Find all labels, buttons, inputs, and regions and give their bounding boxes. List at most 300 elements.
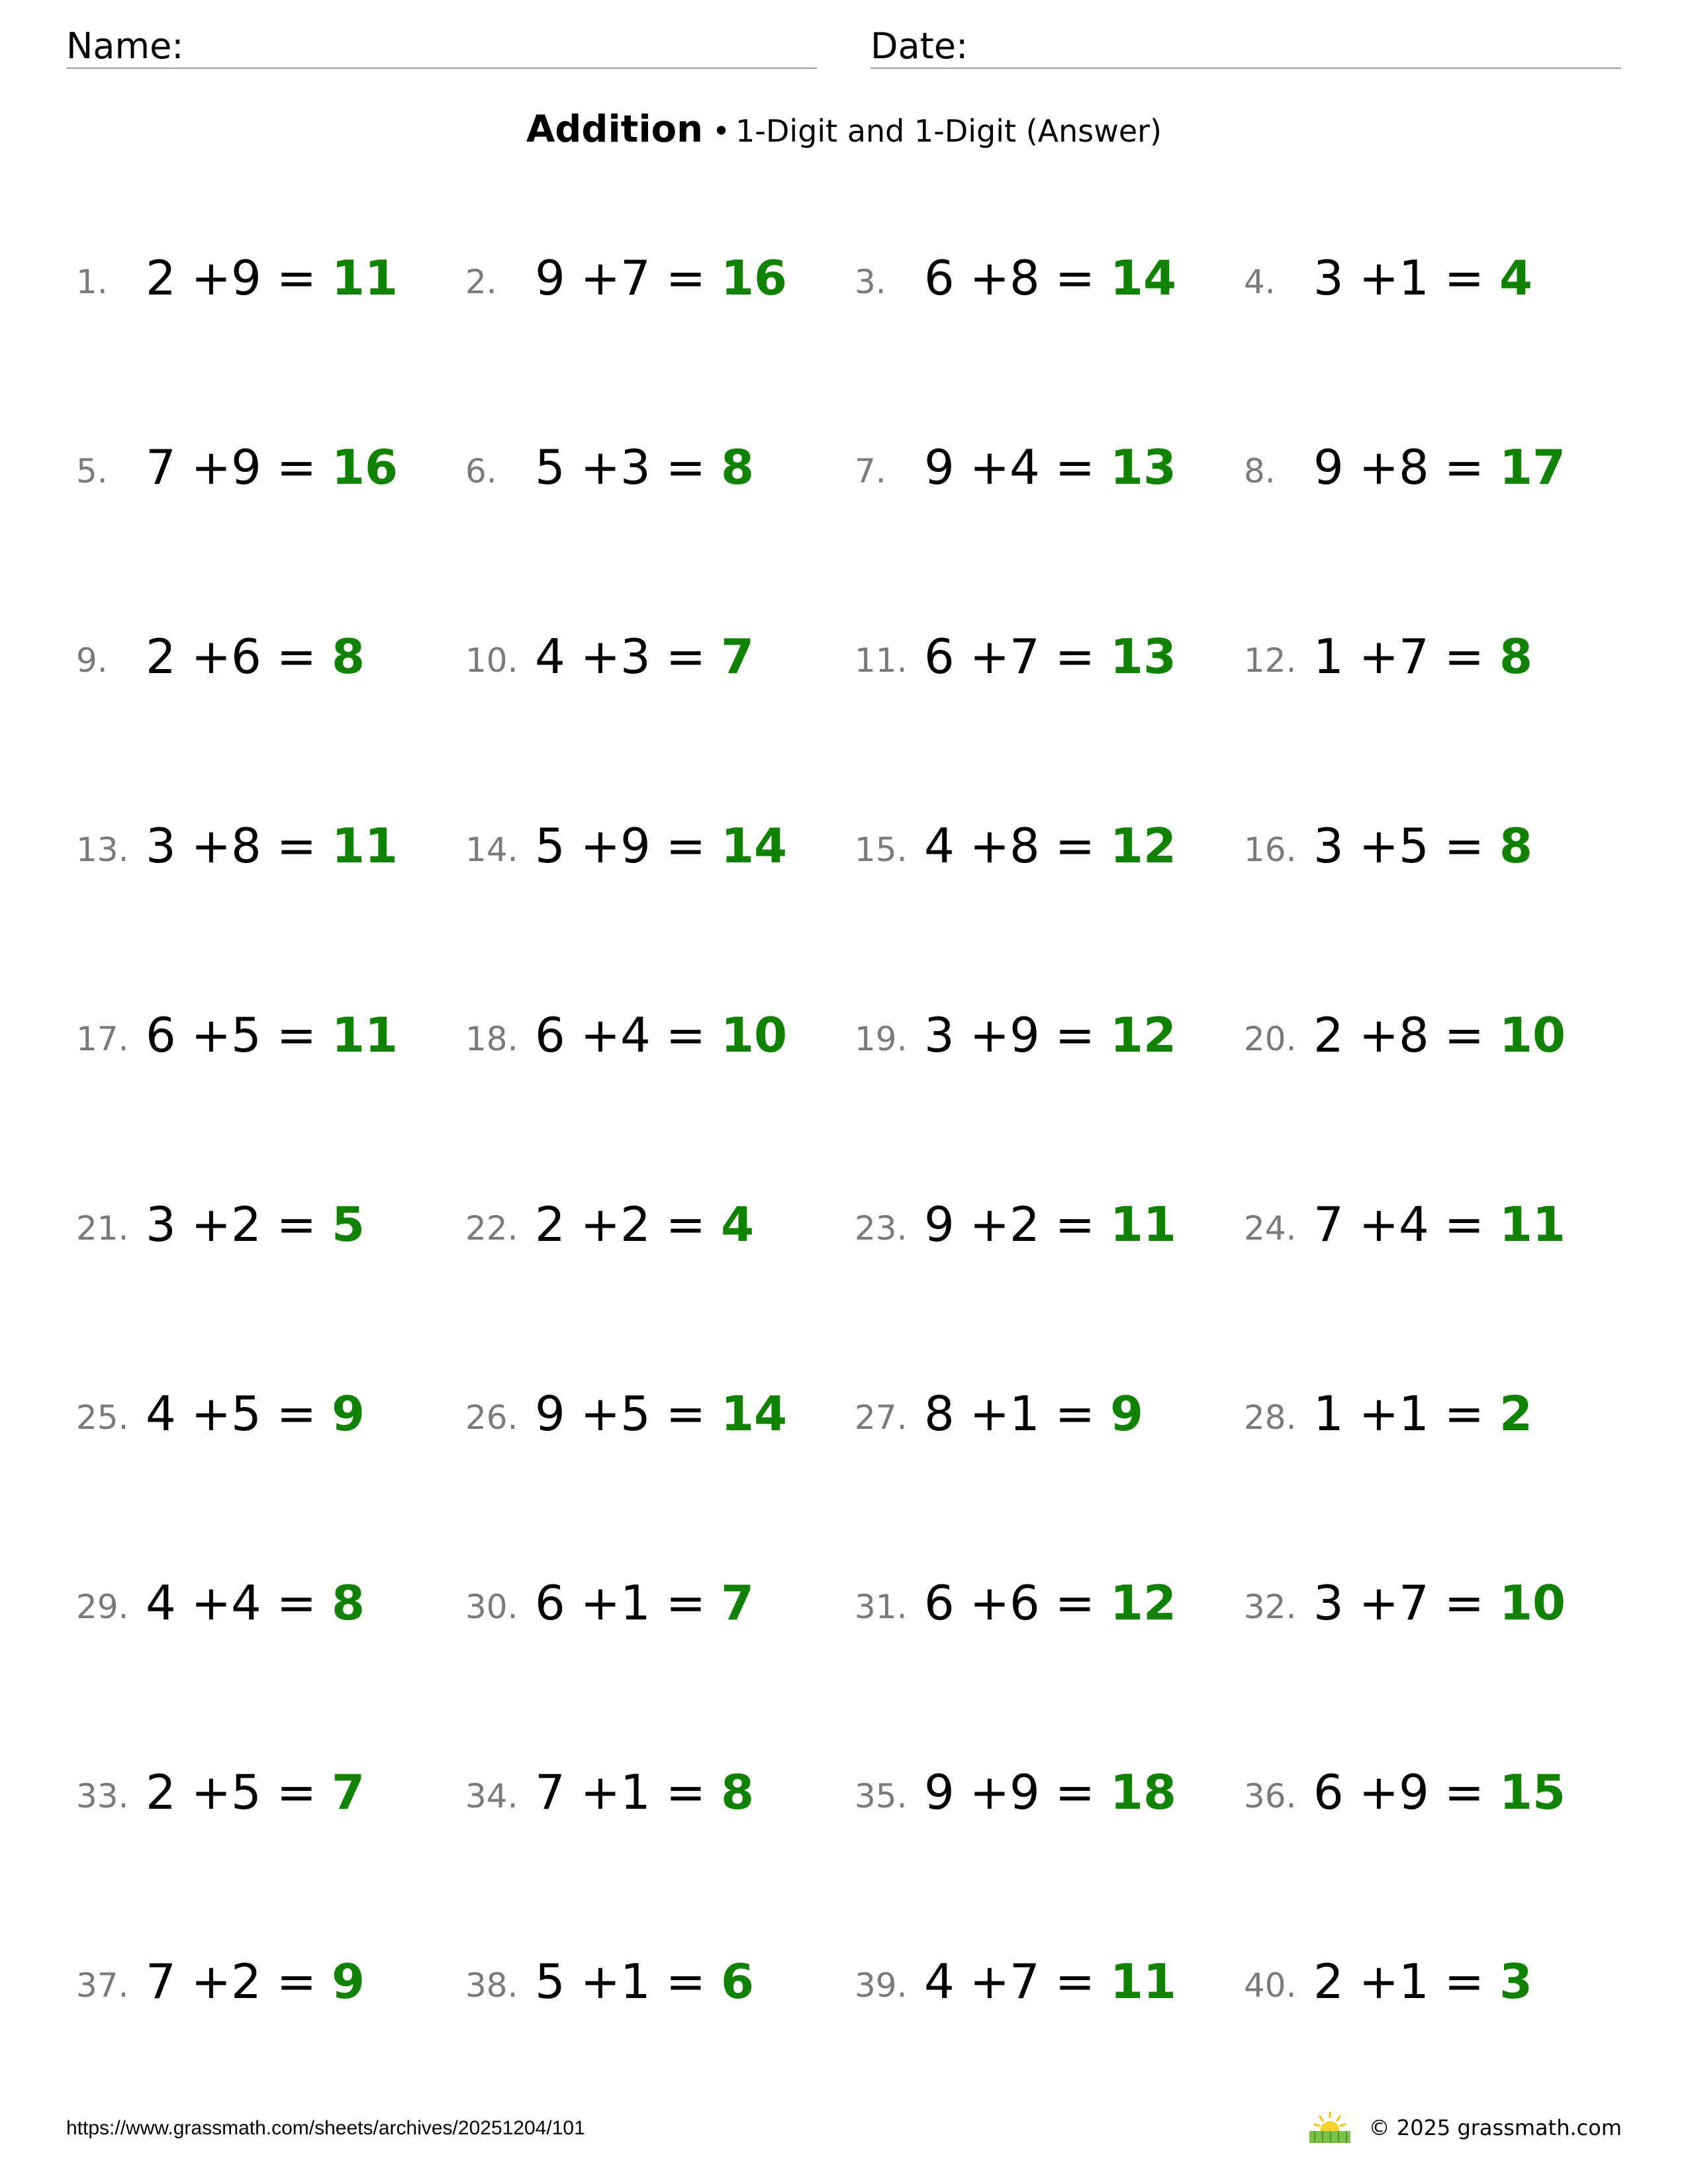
problem-number: 21. (76, 1209, 129, 1248)
problem-expression (924, 251, 1176, 304)
equals-sign: = (1444, 1954, 1485, 2009)
second-operand: 3 (620, 629, 651, 684)
equals-sign: = (276, 1575, 317, 1631)
problem-expression (146, 1955, 365, 2008)
operator: + (580, 439, 621, 495)
problem-item (66, 1002, 450, 1068)
problem-item (845, 623, 1229, 690)
operator: + (1358, 1575, 1399, 1631)
problem-number: 23. (855, 1209, 908, 1248)
problem-expression (535, 1766, 754, 1819)
problem-item (66, 1381, 450, 1447)
second-operand: 1 (620, 1954, 651, 2009)
operator: + (580, 1007, 621, 1063)
problem-expression (1313, 1766, 1566, 1819)
answer: 12 (1109, 818, 1177, 874)
first-operand: 2 (535, 1197, 565, 1252)
operator: + (580, 818, 621, 874)
problem-item (66, 1191, 450, 1257)
problem-number: 13. (76, 831, 129, 869)
operator: + (1358, 1954, 1399, 2009)
problem-expression (924, 1387, 1143, 1440)
operator: + (969, 818, 1010, 874)
second-operand: 9 (1399, 1764, 1429, 1820)
answer: 11 (331, 818, 399, 874)
problem-number: 19. (855, 1020, 908, 1058)
answer: 13 (1109, 439, 1177, 495)
answer: 18 (1109, 1764, 1177, 1820)
problem-number: 36. (1244, 1777, 1297, 1815)
first-operand: 9 (535, 1386, 565, 1441)
problem-number: 27. (855, 1398, 908, 1437)
problem-number: 2. (465, 263, 497, 301)
operator: + (580, 1575, 621, 1631)
equals-sign: = (276, 1764, 317, 1820)
answer: 7 (720, 1575, 755, 1631)
answer: 8 (720, 1764, 755, 1820)
first-operand: 4 (146, 1386, 176, 1441)
first-operand: 4 (924, 818, 955, 874)
answer: 7 (720, 629, 755, 684)
problem-item (455, 623, 839, 690)
first-operand: 4 (146, 1575, 176, 1631)
second-operand: 8 (1009, 250, 1040, 306)
problem-expression (535, 251, 787, 304)
answer: 16 (720, 250, 788, 306)
first-operand: 2 (146, 629, 176, 684)
equals-sign: = (665, 1764, 706, 1820)
footer-url[interactable]: https://www.grassmath.com/sheets/archives/20251204/101 (66, 2117, 585, 2139)
problem-item (455, 245, 839, 311)
problem-expression (1313, 441, 1566, 494)
second-operand: 3 (620, 439, 651, 495)
problem-number: 37. (76, 1966, 129, 2005)
answer: 4 (1499, 250, 1533, 306)
name-label: Name: (66, 25, 184, 67)
second-operand: 5 (231, 1386, 261, 1441)
equals-sign: = (665, 818, 706, 874)
answer: 5 (331, 1197, 365, 1252)
equals-sign: = (276, 1007, 317, 1063)
problem-expression (924, 441, 1176, 494)
operator: + (191, 629, 232, 684)
problem-number: 8. (1244, 452, 1276, 490)
problem-expression (146, 251, 398, 304)
answer: 10 (1499, 1007, 1566, 1063)
first-operand: 3 (1313, 818, 1344, 874)
first-operand: 6 (924, 250, 955, 306)
operator: + (191, 818, 232, 874)
first-operand: 2 (146, 1764, 176, 1820)
answer: 14 (720, 1386, 788, 1441)
first-operand: 6 (1313, 1764, 1344, 1820)
operator: + (580, 1386, 621, 1441)
sun-over-grass-icon (1307, 2111, 1353, 2144)
first-operand: 9 (924, 1764, 955, 1820)
equals-sign: = (665, 1007, 706, 1063)
equals-sign: = (1055, 1575, 1096, 1631)
equals-sign: = (1444, 250, 1485, 306)
operator: + (191, 1007, 232, 1063)
equals-sign: = (665, 1386, 706, 1441)
operator: + (1358, 818, 1399, 874)
problem-item (1234, 1759, 1618, 1825)
answer: 11 (1499, 1197, 1566, 1252)
answer: 8 (1499, 629, 1533, 684)
equals-sign: = (1444, 1007, 1485, 1063)
problem-number: 34. (465, 1777, 518, 1815)
first-operand: 7 (146, 1954, 176, 2009)
answer: 12 (1109, 1575, 1177, 1631)
second-operand: 7 (620, 250, 651, 306)
first-operand: 4 (535, 629, 565, 684)
operator: + (969, 1954, 1010, 2009)
problem-expression (1313, 1009, 1566, 1062)
problem-expression (535, 630, 754, 683)
problem-item (845, 1191, 1229, 1257)
equals-sign: = (276, 818, 317, 874)
operator: + (191, 1197, 232, 1252)
problem-expression (1313, 630, 1532, 683)
equals-sign: = (1055, 1954, 1096, 2009)
problem-number: 20. (1244, 1020, 1297, 1058)
second-operand: 9 (231, 439, 261, 495)
problem-expression (535, 1387, 787, 1440)
problem-expression (1313, 1387, 1532, 1440)
operator: + (1358, 629, 1399, 684)
problem-number: 16. (1244, 831, 1297, 869)
problem-item (66, 434, 450, 500)
second-operand: 1 (620, 1575, 651, 1631)
problem-item (455, 1191, 839, 1257)
first-operand: 3 (924, 1007, 955, 1063)
second-operand: 4 (1009, 439, 1040, 495)
title-separator: • (712, 113, 731, 149)
problem-expression (924, 1009, 1176, 1062)
problem-number: 30. (465, 1588, 518, 1626)
problem-expression (924, 1198, 1176, 1251)
problem-item (845, 1002, 1229, 1068)
answer: 16 (331, 439, 399, 495)
problem-number: 24. (1244, 1209, 1297, 1248)
operator: + (969, 1197, 1010, 1252)
first-operand: 2 (1313, 1007, 1344, 1063)
first-operand: 3 (146, 818, 176, 874)
operator: + (969, 1386, 1010, 1441)
first-operand: 9 (1313, 439, 1344, 495)
second-operand: 1 (1009, 1386, 1040, 1441)
operator: + (580, 1764, 621, 1820)
problem-item (66, 1759, 450, 1825)
operator: + (1358, 250, 1399, 306)
equals-sign: = (276, 1197, 317, 1252)
answer: 9 (331, 1954, 365, 2009)
equals-sign: = (1055, 818, 1096, 874)
problem-expression (146, 1766, 365, 1819)
problem-number: 26. (465, 1398, 518, 1437)
problem-item (66, 1570, 450, 1636)
equals-sign: = (276, 250, 317, 306)
second-operand: 1 (620, 1764, 651, 1820)
first-operand: 9 (924, 439, 955, 495)
operator: + (1358, 439, 1399, 495)
problem-item (845, 1381, 1229, 1447)
equals-sign: = (1055, 1764, 1096, 1820)
second-operand: 4 (231, 1575, 261, 1631)
second-operand: 1 (1399, 1954, 1429, 2009)
problem-number: 32. (1244, 1588, 1297, 1626)
answer: 2 (1499, 1386, 1533, 1441)
worksheet-title (0, 106, 1688, 155)
equals-sign: = (276, 1386, 317, 1441)
second-operand: 6 (1009, 1575, 1040, 1631)
problem-expression (535, 441, 754, 494)
first-operand: 1 (1313, 629, 1344, 684)
equals-sign: = (276, 629, 317, 684)
second-operand: 2 (231, 1954, 261, 2009)
second-operand: 5 (620, 1386, 651, 1441)
problem-number: 33. (76, 1777, 129, 1815)
equals-sign: = (1055, 1007, 1096, 1063)
problem-item (1234, 1002, 1618, 1068)
answer: 12 (1109, 1007, 1177, 1063)
problem-number: 18. (465, 1020, 518, 1058)
second-operand: 2 (620, 1197, 651, 1252)
problem-number: 12. (1244, 641, 1297, 680)
operator: + (1358, 1386, 1399, 1441)
problem-item (845, 813, 1229, 879)
problem-number: 4. (1244, 263, 1276, 301)
answer: 11 (1109, 1197, 1177, 1252)
second-operand: 5 (231, 1007, 261, 1063)
problem-expression (146, 1198, 365, 1251)
problem-expression (535, 1576, 754, 1629)
problem-number: 1. (76, 263, 108, 301)
problem-item (845, 1759, 1229, 1825)
problem-expression (146, 819, 398, 872)
operator: + (969, 439, 1010, 495)
equals-sign: = (665, 629, 706, 684)
first-operand: 6 (535, 1007, 565, 1063)
equals-sign: = (665, 1954, 706, 2009)
problem-item (1234, 813, 1618, 879)
second-operand: 2 (231, 1197, 261, 1252)
problem-number: 29. (76, 1588, 129, 1626)
operator: + (969, 1007, 1010, 1063)
problem-item (1234, 1570, 1618, 1636)
problem-number: 6. (465, 452, 497, 490)
footer-brand (1307, 2111, 1622, 2144)
problem-number: 38. (465, 1966, 518, 2005)
problem-expression (1313, 1576, 1566, 1629)
problem-expression (924, 819, 1176, 872)
equals-sign: = (665, 1575, 706, 1631)
operator: + (580, 250, 621, 306)
problem-expression (146, 1387, 365, 1440)
answer: 9 (1109, 1386, 1144, 1441)
equals-sign: = (1055, 629, 1096, 684)
operator: + (580, 1954, 621, 2009)
first-operand: 9 (924, 1197, 955, 1252)
problem-item (455, 1002, 839, 1068)
problem-expression (535, 1009, 787, 1062)
equals-sign: = (1444, 1575, 1485, 1631)
operator: + (1358, 1197, 1399, 1252)
operator: + (191, 1575, 232, 1631)
first-operand: 3 (146, 1197, 176, 1252)
problem-number: 9. (76, 641, 108, 680)
operator: + (580, 629, 621, 684)
problem-expression (1313, 819, 1532, 872)
problem-expression (146, 441, 398, 494)
second-operand: 7 (1399, 1575, 1429, 1631)
second-operand: 5 (1399, 818, 1429, 874)
problem-expression (146, 1009, 398, 1062)
problem-item (1234, 623, 1618, 690)
answer: 8 (331, 1575, 365, 1631)
problem-item (1234, 245, 1618, 311)
first-operand: 7 (146, 439, 176, 495)
operator: + (1358, 1007, 1399, 1063)
title-subtitle: 1-Digit and 1-Digit (Answer) (735, 113, 1162, 149)
first-operand: 4 (924, 1954, 955, 2009)
problem-expression (924, 1766, 1176, 1819)
problem-number: 7. (855, 452, 886, 490)
date-label: Date: (870, 25, 968, 67)
operator: + (969, 1764, 1010, 1820)
first-operand: 8 (924, 1386, 955, 1441)
equals-sign: = (665, 250, 706, 306)
operator: + (969, 250, 1010, 306)
first-operand: 3 (1313, 250, 1344, 306)
second-operand: 8 (231, 818, 261, 874)
problem-expression (535, 819, 787, 872)
equals-sign: = (665, 1197, 706, 1252)
problem-number: 31. (855, 1588, 908, 1626)
problem-number: 40. (1244, 1966, 1297, 2005)
problem-expression (535, 1955, 754, 2008)
equals-sign: = (1444, 439, 1485, 495)
second-operand: 7 (1399, 629, 1429, 684)
problem-item (455, 1948, 839, 2015)
problem-expression (1313, 1198, 1566, 1251)
problem-item (1234, 434, 1618, 500)
answer: 17 (1499, 439, 1566, 495)
second-operand: 6 (231, 629, 261, 684)
answer: 11 (1109, 1954, 1177, 2009)
second-operand: 9 (620, 818, 651, 874)
date-field[interactable] (870, 25, 1621, 69)
problem-item (845, 1948, 1229, 2015)
second-operand: 1 (1399, 1386, 1429, 1441)
equals-sign: = (276, 439, 317, 495)
answer: 8 (1499, 818, 1533, 874)
first-operand: 7 (1313, 1197, 1344, 1252)
operator: + (191, 439, 232, 495)
problem-number: 15. (855, 831, 908, 869)
problem-number: 25. (76, 1398, 129, 1437)
second-operand: 8 (1399, 1007, 1429, 1063)
problem-expression (924, 630, 1176, 683)
second-operand: 8 (1399, 439, 1429, 495)
answer: 13 (1109, 629, 1177, 684)
equals-sign: = (1055, 1197, 1096, 1252)
second-operand: 8 (1009, 818, 1040, 874)
answer: 10 (720, 1007, 788, 1063)
problem-item (1234, 1948, 1618, 2015)
first-operand: 3 (1313, 1575, 1344, 1631)
operator: + (191, 1764, 232, 1820)
problem-item (66, 813, 450, 879)
answer: 8 (331, 629, 365, 684)
problem-item (455, 813, 839, 879)
equals-sign: = (1055, 1386, 1096, 1441)
equals-sign: = (1444, 818, 1485, 874)
operator: + (969, 1575, 1010, 1631)
problem-number: 35. (855, 1777, 908, 1815)
answer: 10 (1499, 1575, 1566, 1631)
first-operand: 6 (924, 629, 955, 684)
first-operand: 7 (535, 1764, 565, 1820)
problem-expression (924, 1955, 1176, 2008)
problem-number: 3. (855, 263, 886, 301)
problem-grid (0, 245, 1688, 2151)
first-operand: 6 (924, 1575, 955, 1631)
answer: 11 (331, 1007, 399, 1063)
problem-expression (924, 1576, 1176, 1629)
first-operand: 1 (1313, 1386, 1344, 1441)
second-operand: 2 (1009, 1197, 1040, 1252)
second-operand: 5 (231, 1764, 261, 1820)
equals-sign: = (1444, 1197, 1485, 1252)
operator: + (580, 1197, 621, 1252)
answer: 3 (1499, 1954, 1533, 2009)
problem-item (455, 1381, 839, 1447)
equals-sign: = (1444, 629, 1485, 684)
first-operand: 9 (535, 250, 565, 306)
first-operand: 5 (535, 439, 565, 495)
equals-sign: = (1055, 250, 1096, 306)
second-operand: 4 (1399, 1197, 1429, 1252)
equals-sign: = (1055, 439, 1096, 495)
answer: 15 (1499, 1764, 1566, 1820)
problem-number: 17. (76, 1020, 129, 1058)
problem-expression (535, 1198, 754, 1251)
answer: 9 (331, 1386, 365, 1441)
answer: 14 (720, 818, 788, 874)
footer-copyright: © 2025 grassmath.com (1368, 2115, 1622, 2140)
answer: 14 (1109, 250, 1177, 306)
problem-item (1234, 1191, 1618, 1257)
problem-item (455, 434, 839, 500)
equals-sign: = (1444, 1764, 1485, 1820)
first-operand: 2 (1313, 1954, 1344, 2009)
problem-number: 28. (1244, 1398, 1297, 1437)
title-main: Addition (526, 108, 703, 151)
operator: + (969, 629, 1010, 684)
first-operand: 2 (146, 250, 176, 306)
first-operand: 6 (146, 1007, 176, 1063)
second-operand: 7 (1009, 629, 1040, 684)
operator: + (1358, 1764, 1399, 1820)
problem-item (66, 245, 450, 311)
second-operand: 7 (1009, 1954, 1040, 2009)
name-field[interactable] (66, 25, 817, 69)
problem-expression (1313, 251, 1532, 304)
problem-number: 11. (855, 641, 908, 680)
problem-item (455, 1759, 839, 1825)
problem-number: 22. (465, 1209, 518, 1248)
